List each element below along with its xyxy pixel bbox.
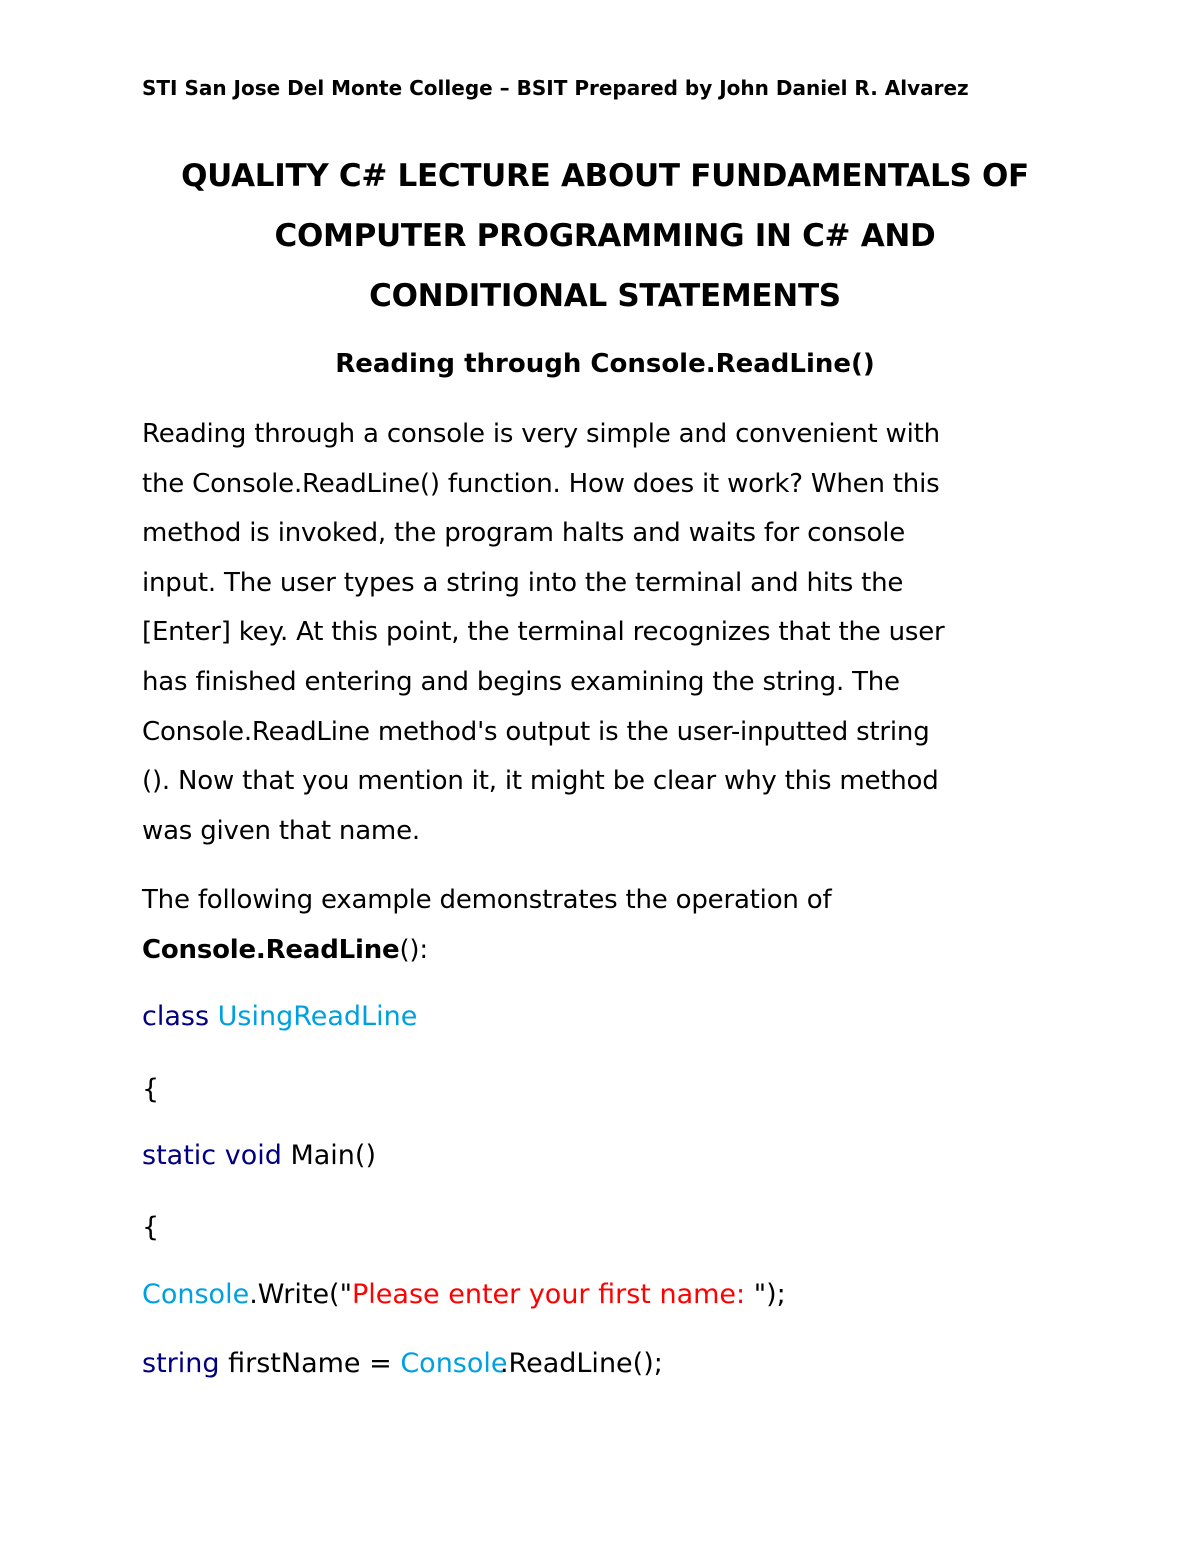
code-line-readline (142, 1344, 1062, 1384)
paragraph-line: (). Now that you mention it, it might be clear why this method (142, 766, 939, 797)
paragraph-line: method is invoked, the program halts and waits for console (142, 518, 906, 549)
code-type: Console (142, 1279, 250, 1310)
code-keyword: class (142, 1001, 210, 1032)
code-line-write (142, 1275, 1062, 1315)
code-method: Main() (290, 1140, 376, 1171)
code-line-open-brace (142, 1070, 1062, 1110)
code-method: .Write(" (249, 1279, 353, 1310)
code-line-class (142, 997, 1062, 1037)
paragraph-line: the Console.ReadLine() function. How does it work? When this (142, 468, 940, 499)
paragraph-line: [Enter] key. At this point, the terminal recognizes that the user (142, 617, 945, 648)
code-type: UsingReadLine (217, 1001, 418, 1032)
code-end: .ReadLine(); (499, 1348, 663, 1379)
paragraph-line: Console.ReadLine method's output is the user-inputted string (142, 716, 930, 747)
code-type: Console (400, 1348, 508, 1379)
paragraph-line: was given that name. (142, 815, 420, 846)
intro-paragraph (142, 410, 1062, 856)
method-parens: (): (399, 934, 428, 965)
paragraph-line: Reading through a console is very simple and convenient with (142, 419, 940, 449)
code-variable: firstName = (228, 1348, 392, 1379)
code-end: "); (753, 1279, 786, 1310)
code-line-open-brace (142, 1208, 1062, 1248)
example-intro-paragraph (142, 876, 1062, 975)
page-header: STI San Jose Del Monte College – BSIT Prepared by John Daniel R. Alvarez (142, 76, 969, 100)
code-brace: { (142, 1074, 160, 1105)
code-string: Please enter your first name: (352, 1279, 754, 1310)
paragraph-line: The following example demonstrates the operation of (142, 885, 832, 915)
title-line: CONDITIONAL STATEMENTS (369, 278, 841, 314)
title-line: QUALITY C# LECTURE ABOUT FUNDAMENTALS OF (181, 158, 1029, 194)
paragraph-line: has finished entering and begins examining the string. The (142, 666, 900, 697)
code-line-main (142, 1136, 1062, 1176)
title-line: COMPUTER PROGRAMMING IN C# AND (274, 218, 936, 254)
code-keyword: static void (142, 1140, 282, 1171)
paragraph-line: input. The user types a string into the terminal and hits the (142, 567, 904, 598)
document-title (100, 146, 1110, 326)
method-name-bold: Console.ReadLine (142, 934, 400, 965)
section-heading: Reading through Console.ReadLine() (335, 349, 875, 379)
code-brace: { (142, 1212, 160, 1243)
paragraph-line (142, 926, 1062, 976)
code-keyword: string (142, 1348, 220, 1379)
